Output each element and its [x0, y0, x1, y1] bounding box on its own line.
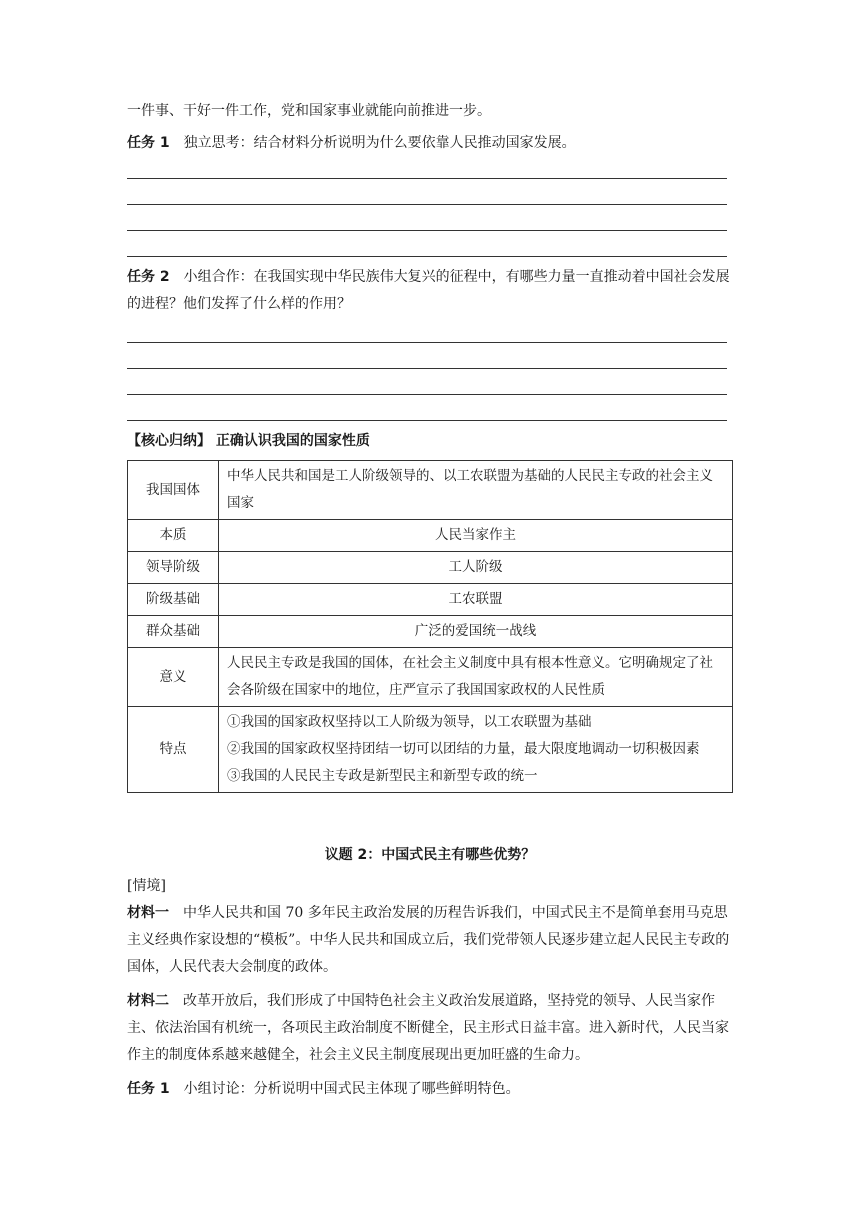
material2-paragraph — [127, 988, 733, 1069]
row-value: 人民当家作主 — [219, 520, 733, 552]
row-key: 群众基础 — [128, 616, 219, 648]
feature-item: ①我国的国家政权坚持以工人阶级为领导，以工农联盟为基础 — [227, 714, 592, 730]
table-row — [128, 648, 733, 707]
features-list — [219, 707, 733, 793]
row-key: 特点 — [128, 707, 219, 793]
table-row — [128, 552, 733, 584]
task3-text: 小组讨论：分析说明中国式民主体现了哪些鲜明特色。 — [169, 1081, 520, 1097]
topic2-heading: 议题 2：中国式民主有哪些优势？ — [324, 847, 536, 863]
table-row — [128, 616, 733, 648]
core-summary-title: 正确认识我国的国家性质 — [211, 433, 370, 449]
answer-line[interactable] — [127, 368, 727, 369]
feature-item: ③我国的人民民主专政是新型民主和新型专政的统一 — [227, 768, 538, 784]
core-summary-heading — [127, 430, 370, 450]
table-row — [128, 520, 733, 552]
material1-text: 中华人民共和国 70 多年民主政治发展的历程告诉我们，中国式民主不是简单套用马克思主义经典作家设想的“模板”。中华人民共和国成立后，我们党带领人民逐步建立起人民民主专政的国体，人民代表大会制度的政体。 — [127, 905, 730, 975]
task2-prompt — [127, 264, 733, 318]
material1-label: 材料一 — [127, 905, 169, 921]
table-row — [128, 461, 733, 520]
answer-line[interactable] — [127, 420, 727, 421]
task1-prompt — [127, 130, 733, 157]
feature-item: ②我国的国家政权坚持团结一切可以团结的力量，最大限度地调动一切积极因素 — [227, 741, 700, 757]
task2-text: 小组合作：在我国实现中华民族伟大复兴的征程中，有哪些力量一直推动着中国社会发展的进程？他们发挥了什么样的作用？ — [127, 269, 730, 312]
row-key: 阶级基础 — [128, 584, 219, 616]
table-row — [128, 584, 733, 616]
task1-label: 任务 1 — [127, 135, 170, 151]
core-summary-label: 【核心归纳】 — [127, 433, 211, 449]
table-row — [128, 707, 733, 793]
row-value: 人民民主专政是我国的国体，在社会主义制度中具有根本性意义。它明确规定了社会各阶级在国家中的地位，庄严宣示了我国国家政权的人民性质 — [219, 648, 733, 707]
task3-prompt — [127, 1076, 733, 1103]
material2-label: 材料二 — [127, 993, 169, 1009]
material2-text: 改革开放后，我们形成了中国特色社会主义政治发展道路，坚持党的领导、人民当家作主、依法治国有机统一，各项民主政治制度不断健全，民主形式日益丰富。进入新时代，人民当家作主的制度体系越来越健全，社会主义民主制度展现出更加旺盛的生命力。 — [127, 993, 729, 1063]
answer-line[interactable] — [127, 178, 727, 179]
task1-text: 独立思考：结合材料分析说明为什么要依靠人民推动国家发展。 — [169, 135, 576, 151]
answer-line[interactable] — [127, 342, 727, 343]
core-summary-table — [127, 460, 733, 793]
row-value: 广泛的爱国统一战线 — [219, 616, 733, 648]
row-key: 本质 — [128, 520, 219, 552]
answer-line[interactable] — [127, 256, 727, 257]
row-key: 意义 — [128, 648, 219, 707]
task2-label: 任务 2 — [127, 269, 170, 285]
answer-line[interactable] — [127, 394, 727, 395]
material1-paragraph — [127, 900, 733, 981]
row-key: 我国国体 — [128, 461, 219, 520]
row-value: 工人阶级 — [219, 552, 733, 584]
situation-label: [情境] — [127, 878, 166, 894]
row-key: 领导阶级 — [128, 552, 219, 584]
task3-label: 任务 1 — [127, 1081, 170, 1097]
intro-paragraph: 一件事、干好一件工作，党和国家事业就能向前推进一步。 — [127, 103, 491, 119]
row-value: 工农联盟 — [219, 584, 733, 616]
row-value: 中华人民共和国是工人阶级领导的、以工农联盟为基础的人民民主专政的社会主义国家 — [219, 461, 733, 520]
answer-line[interactable] — [127, 204, 727, 205]
answer-line[interactable] — [127, 230, 727, 231]
